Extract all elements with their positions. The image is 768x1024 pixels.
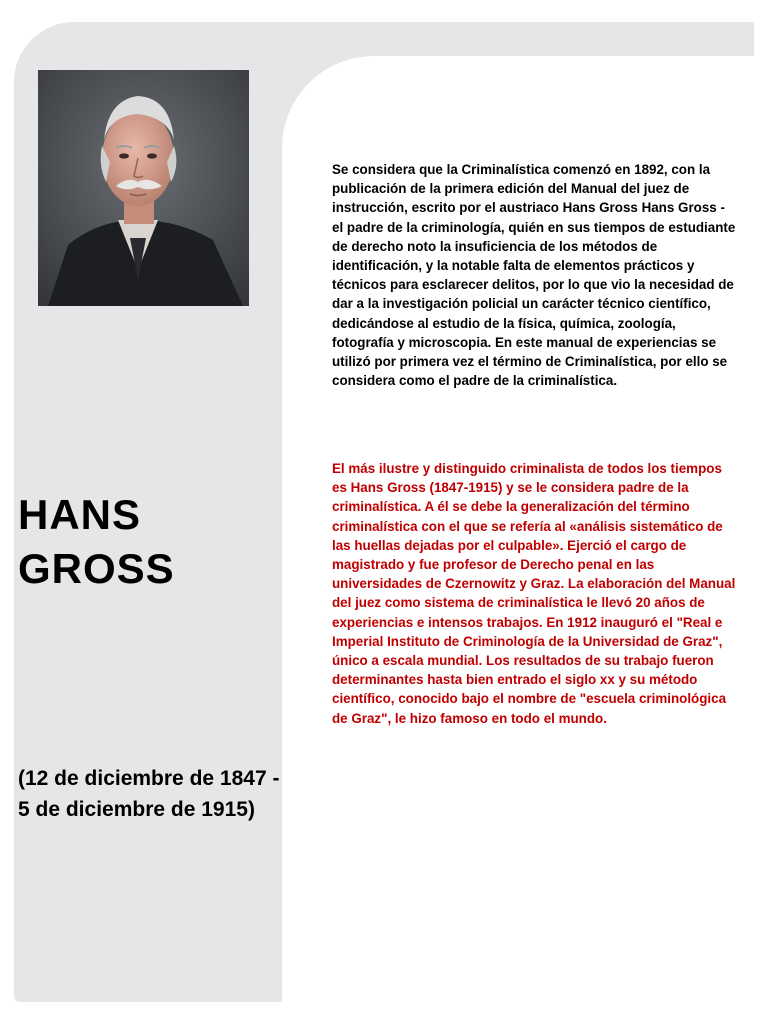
person-name-heading: HANS GROSS — [18, 491, 175, 592]
portrait-photo — [38, 70, 249, 306]
life-dates: (12 de diciembre de 1847 - 5 de diciembre de 1915) — [18, 767, 280, 821]
intro-paragraph: Se considera que la Criminalística comenzó en 1892, con la publicación de la primera edición del Manual del juez de instrucción, escrito por el austriaco Hans Gross Hans Gross - el padre de la criminología, quién en sus tiempos de estudiante de derecho noto la insuficiencia de los métodos de identificación, y la notable falta de elementos prácticos y técnicos para esclarecer delitos, por lo que vio la necesidad de dar a la investigación policial un carácter técnico científico, dedicándose al estudio de la física, química, zoología, fotografía y microscopia. En este manual de experiencias se utilizó por primera vez el término de Criminalística, por ello se considera como el padre de la criminalística. — [332, 162, 736, 389]
biography-paragraph: El más ilustre y distinguido criminalista de todos los tiempos es Hans Gross (1847-1915) y se le considera padre de la criminalística. A él se debe la generalización del término criminalística con el que se refería al «análisis sistemático de las huellas dejadas por el culpable». Ejerció el cargo de magistrado y fue profesor de Derecho penal en las universidades de Czernowitz y Graz. La elaboración del Manual del juez como sistema de criminalística le llevó 20 años de experiencias e intensos trabajos. En 1912 inauguró el "Real e Imperial Instituto de Criminología de la Universidad de Graz", único a escala mundial. Los resultados de su trabajo fueron determinantes hasta bien entrado el siglo xx y su método científico, conocido bajo el nombre de "escuela criminológica de Graz", le hizo famoso en todo el mundo. — [332, 461, 736, 726]
